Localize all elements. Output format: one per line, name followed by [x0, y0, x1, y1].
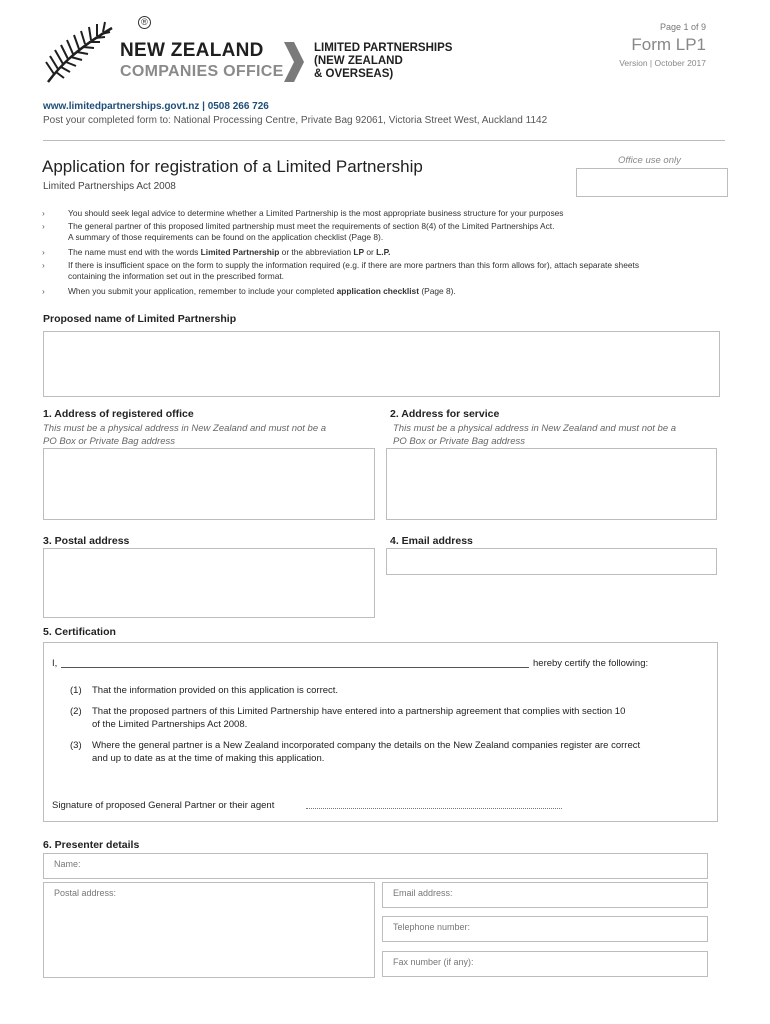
presenter-fax-label: Fax number (if any):	[393, 957, 474, 967]
certify-text: hereby certify the following:	[533, 658, 649, 669]
office-use-label: Office use only	[618, 155, 681, 166]
certify-i-label: I,	[52, 658, 58, 669]
presenter-email-label: Email address:	[393, 888, 453, 898]
bullet-bold: L.P.	[376, 247, 391, 257]
bullet-marker: ›	[42, 286, 45, 296]
header-divider	[43, 140, 725, 141]
phone-number: 0508 266 726	[207, 101, 269, 112]
bullet-marker: ›	[42, 208, 45, 218]
section-presenter: 6. Presenter details	[43, 839, 140, 851]
chevron-right-icon	[284, 42, 304, 82]
form-code: Form LP1	[631, 35, 706, 54]
bullet-part: or	[364, 247, 377, 257]
address-for-service-hint: This must be a physical address in New Zealand and must not be a PO Box or Private Bag address	[393, 423, 677, 447]
proposed-name-field[interactable]	[43, 331, 720, 397]
cert-item3-line1: Where the general partner is a New Zealand incorporated company the details on the New Zealand companies register are correct	[92, 740, 641, 751]
section-proposed-name: Proposed name of Limited Partnership	[43, 313, 237, 325]
bullet-bold: application checklist	[336, 286, 419, 296]
section-email-address: 4. Email address	[390, 535, 473, 547]
presenter-postal-label: Postal address:	[54, 888, 117, 898]
contact-separator: |	[199, 101, 208, 112]
section-registered-office: 1. Address of registered office	[43, 408, 194, 420]
bullet-part: or the abbreviation	[279, 247, 354, 257]
logo-product-line2: (NEW ZEALAND	[314, 55, 403, 67]
section-certification: 5. Certification	[43, 626, 116, 638]
bullet-text	[68, 260, 748, 282]
page-title: Application for registration of a Limited Partnership	[42, 157, 423, 176]
page-number: Page 1 of 9	[659, 22, 706, 32]
presenter-telephone-label: Telephone number:	[393, 922, 471, 932]
bullet-part: (Page 8).	[419, 286, 456, 296]
address-for-service-field[interactable]	[386, 448, 717, 520]
bullet-text: You should seek legal advice to determine whether a Limited Partnership is the most appropriate business structure for your purposes	[68, 208, 564, 218]
certifier-name-line[interactable]	[61, 667, 529, 668]
bullet-marker: ›	[42, 221, 45, 231]
email-address-field[interactable]	[386, 548, 717, 575]
cert-item2-line1: That the proposed partners of this Limited Partnership have entered into a partnership agreement that complies with section 10	[92, 706, 626, 717]
logo-org-line2: COMPANIES OFFICE	[120, 63, 284, 80]
logo-product-line3: & OVERSEAS)	[314, 68, 394, 80]
logo	[40, 16, 490, 88]
presenter-email-field[interactable]	[382, 882, 708, 908]
logo-org-line1: NEW ZEALAND	[120, 40, 264, 61]
bullet-line: The general partner of this proposed limited partnership must meet the requirements of section 8(4) of the Limited Partnerships Act.	[68, 221, 555, 231]
bullet-line: A summary of those requirements can be found on the application checklist (Page 8).	[68, 232, 384, 242]
section-address-for-service: 2. Address for service	[390, 408, 500, 420]
cert-item2-line2: of the Limited Partnerships Act 2008.	[92, 719, 248, 730]
cert-item1-number: (1)	[70, 685, 82, 696]
presenter-name-label: Name:	[54, 859, 81, 869]
act-subtitle: Limited Partnerships Act 2008	[43, 181, 176, 192]
bullet-bold: LP	[353, 247, 365, 257]
office-use-box	[576, 168, 728, 197]
section-postal-address: 3. Postal address	[43, 535, 130, 547]
bullet-part: When you submit your application, remember to include your completed	[68, 286, 337, 296]
bullet-line: If there is insufficient space on the form to supply the information required (e.g. if there are more partners than this form allows for), attach separate sheets	[68, 260, 640, 270]
signature-label: Signature of proposed General Partner or their agent	[52, 800, 275, 811]
website-link[interactable]: www.limitedpartnerships.govt.nz	[43, 101, 200, 112]
signature-line[interactable]	[306, 808, 562, 809]
bullet-marker: ›	[42, 247, 45, 257]
cert-item3-number: (3)	[70, 740, 82, 751]
registered-office-hint: This must be a physical address in New Zealand and must not be a PO Box or Private Bag address	[43, 423, 327, 447]
postal-address-field[interactable]	[43, 548, 375, 618]
cert-item2-number: (2)	[70, 706, 82, 717]
contact-line	[43, 101, 269, 112]
bullet-text	[68, 247, 748, 258]
presenter-telephone-field[interactable]	[382, 916, 708, 942]
bullet-bold: Limited Partnership	[200, 247, 280, 257]
bullet-text	[68, 286, 748, 297]
bullet-marker: ›	[42, 260, 45, 270]
bullet-line: containing the information set out in the prescribed format.	[68, 271, 285, 281]
form-version: Version | October 2017	[619, 58, 706, 68]
presenter-fax-field[interactable]	[382, 951, 708, 977]
registered-office-field[interactable]	[43, 448, 375, 520]
postal-instruction: Post your completed form to: National Processing Centre, Private Bag 92061, Victoria Street West, Auckland 1142	[43, 115, 548, 126]
logo-product-line1: LIMITED PARTNERSHIPS	[314, 42, 453, 54]
presenter-postal-field[interactable]	[43, 882, 375, 978]
presenter-name-field[interactable]	[43, 853, 708, 879]
silver-fern-icon	[40, 16, 120, 88]
bullet-text	[68, 221, 748, 243]
cert-item1-text: That the information provided on this application is correct.	[92, 685, 339, 696]
logo-registered-mark: ®	[138, 16, 151, 29]
bullet-part: The name must end with the words	[68, 247, 201, 257]
cert-item3-line2: and up to date as at the time of making this application.	[92, 753, 325, 764]
